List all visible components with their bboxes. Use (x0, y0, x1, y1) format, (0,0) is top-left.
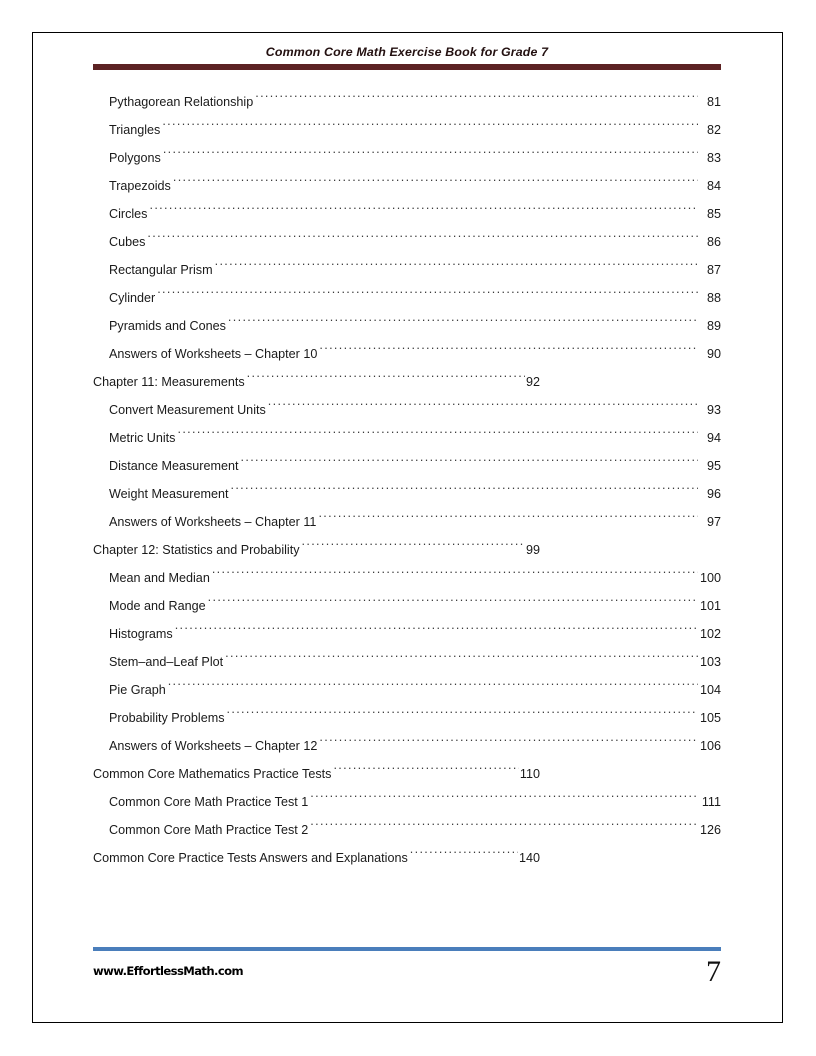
toc-entry-inner (109, 396, 721, 424)
toc-entry-page-number: 90 (706, 347, 721, 361)
toc-entry-label: Mean and Median (109, 571, 210, 585)
toc-entry-page-number: 86 (706, 235, 721, 249)
toc-entry-page-number: 95 (706, 459, 721, 473)
toc-entry-inner (109, 704, 721, 732)
toc-entry[interactable] (93, 228, 721, 256)
header-divider-rule (93, 64, 721, 70)
running-header (93, 45, 721, 59)
toc-dot-leader (177, 428, 698, 442)
toc-entry-page-number: 93 (706, 403, 721, 417)
toc-entry[interactable] (93, 844, 721, 872)
toc-dot-leader (228, 316, 698, 330)
toc-dot-leader (247, 372, 525, 386)
toc-entry[interactable] (93, 116, 721, 144)
toc-dot-leader (157, 288, 698, 302)
toc-dot-leader (173, 176, 698, 190)
book-title: Common Core Math Exercise Book for Grade 7 (265, 45, 549, 59)
toc-entry-label: Convert Measurement Units (109, 403, 266, 417)
toc-entry-inner (109, 284, 721, 312)
toc-entry-label: Common Core Mathematics Practice Tests (93, 767, 332, 781)
toc-dot-leader (318, 512, 698, 526)
toc-entry-inner (109, 452, 721, 480)
toc-dot-leader (162, 120, 698, 134)
toc-entry-inner (93, 760, 540, 788)
toc-entry-page-number: 82 (706, 123, 721, 137)
toc-entry[interactable] (93, 732, 721, 760)
toc-entry-inner (109, 144, 721, 172)
toc-dot-leader (149, 204, 698, 218)
footer-website: www.EffortlessMath.com (93, 964, 243, 978)
toc-entry-label: Distance Measurement (109, 459, 239, 473)
toc-entry-label: Answers of Worksheets – Chapter 10 (109, 347, 318, 361)
toc-dot-leader (212, 568, 698, 582)
toc-entry[interactable] (93, 508, 721, 536)
table-of-contents (93, 88, 721, 872)
toc-entry-inner (93, 368, 540, 396)
toc-entry-page-number: 87 (706, 263, 721, 277)
toc-entry-label: Probability Problems (109, 711, 225, 725)
toc-entry-page-number: 126 (699, 823, 721, 837)
toc-entry-inner (109, 816, 721, 844)
toc-entry-inner (109, 312, 721, 340)
toc-entry[interactable] (93, 88, 721, 116)
toc-entry-inner (93, 844, 540, 872)
toc-entry-page-number: 96 (706, 487, 721, 501)
toc-entry-page-number: 111 (701, 795, 721, 809)
toc-entry-label: Cubes (109, 235, 146, 249)
toc-entry[interactable] (93, 480, 721, 508)
toc-entry[interactable] (93, 704, 721, 732)
toc-entry-inner (109, 256, 721, 284)
toc-entry-label: Answers of Worksheets – Chapter 11 (109, 515, 317, 529)
toc-entry-label: Weight Measurement (109, 487, 229, 501)
toc-entry[interactable] (93, 620, 721, 648)
toc-entry-inner (93, 536, 540, 564)
toc-dot-leader (319, 344, 698, 358)
toc-dot-leader (147, 232, 698, 246)
toc-entry-page-number: 94 (706, 431, 721, 445)
toc-entry[interactable] (93, 144, 721, 172)
toc-dot-leader (163, 148, 698, 162)
toc-entry-inner (109, 788, 721, 816)
toc-dot-leader (241, 456, 699, 470)
toc-entry[interactable] (93, 760, 721, 788)
toc-entry-inner (109, 200, 721, 228)
toc-entry-label: Mode and Range (109, 599, 206, 613)
toc-entry-inner (109, 592, 721, 620)
toc-entry-page-number: 97 (706, 515, 721, 529)
toc-entry-inner (109, 88, 721, 116)
toc-entry-inner (109, 116, 721, 144)
toc-entry-page-number: 110 (519, 767, 540, 781)
toc-entry-inner (109, 424, 721, 452)
toc-entry-inner (109, 508, 721, 536)
toc-entry-page-number: 92 (525, 375, 540, 389)
toc-entry-label: Answers of Worksheets – Chapter 12 (109, 739, 318, 753)
footer-divider-rule (93, 947, 721, 951)
toc-entry-label: Metric Units (109, 431, 176, 445)
toc-entry[interactable] (93, 256, 721, 284)
toc-entry-label: Chapter 12: Statistics and Probability (93, 543, 300, 557)
toc-entry-page-number: 99 (525, 543, 540, 557)
toc-entry-page-number: 89 (706, 319, 721, 333)
toc-entry-page-number: 83 (706, 151, 721, 165)
toc-entry[interactable] (93, 284, 721, 312)
page-number: 7 (706, 955, 721, 988)
toc-entry[interactable] (93, 676, 721, 704)
toc-entry-inner (109, 480, 721, 508)
toc-entry-label: Cylinder (109, 291, 156, 305)
toc-entry-page-number: 85 (706, 207, 721, 221)
toc-entry-label: Pythagorean Relationship (109, 95, 254, 109)
toc-entry-inner (109, 732, 721, 760)
toc-entry[interactable] (93, 788, 721, 816)
toc-entry-inner (109, 228, 721, 256)
toc-entry-label: Polygons (109, 151, 161, 165)
toc-entry-label: Pyramids and Cones (109, 319, 226, 333)
toc-entry[interactable] (93, 396, 721, 424)
toc-entry-page-number: 101 (699, 599, 721, 613)
toc-entry-inner (109, 564, 721, 592)
toc-entry[interactable] (93, 816, 721, 844)
toc-entry-page-number: 105 (699, 711, 721, 725)
toc-entry-label: Stem–and–Leaf Plot (109, 655, 224, 669)
toc-dot-leader (333, 764, 518, 778)
toc-entry[interactable] (93, 536, 721, 564)
toc-entry-page-number: 100 (699, 571, 721, 585)
toc-entry[interactable] (93, 368, 721, 396)
toc-entry-page-number: 84 (706, 179, 721, 193)
toc-entry[interactable] (93, 172, 721, 200)
toc-entry-page-number: 81 (706, 95, 721, 109)
toc-entry-label: Histograms (109, 627, 173, 641)
toc-dot-leader (319, 736, 698, 750)
toc-entry-page-number: 103 (699, 655, 721, 669)
toc-entry-inner (109, 648, 721, 676)
toc-dot-leader (230, 484, 698, 498)
toc-entry-label: Chapter 11: Measurements (93, 375, 245, 389)
toc-entry-label: Pie Graph (109, 683, 166, 697)
toc-entry[interactable] (93, 452, 721, 480)
toc-dot-leader (215, 260, 698, 274)
toc-dot-leader (410, 848, 518, 862)
toc-entry[interactable] (93, 200, 721, 228)
toc-entry-label: Rectangular Prism (109, 263, 213, 277)
toc-entry-page-number: 88 (706, 291, 721, 305)
toc-dot-leader (168, 680, 698, 694)
toc-entry-page-number: 102 (699, 627, 721, 641)
toc-entry[interactable] (93, 648, 721, 676)
toc-entry-page-number: 140 (518, 851, 540, 865)
toc-entry-label: Triangles (109, 123, 161, 137)
toc-dot-leader (227, 708, 699, 722)
toc-entry-label: Common Core Math Practice Test 2 (109, 823, 309, 837)
toc-dot-leader (255, 92, 698, 106)
toc-entry-inner (109, 340, 721, 368)
toc-entry-page-number: 104 (699, 683, 721, 697)
toc-entry-label: Trapezoids (109, 179, 171, 193)
toc-entry[interactable] (93, 312, 721, 340)
toc-entry-inner (109, 676, 721, 704)
toc-dot-leader (310, 820, 698, 834)
toc-dot-leader (310, 792, 698, 806)
toc-dot-leader (208, 596, 698, 610)
toc-entry-inner (109, 172, 721, 200)
toc-entry-label: Common Core Practice Tests Answers and Explanations (93, 851, 408, 865)
toc-dot-leader (225, 652, 698, 666)
toc-entry[interactable] (93, 340, 721, 368)
toc-entry-label: Common Core Math Practice Test 1 (109, 795, 309, 809)
toc-dot-leader (268, 400, 698, 414)
toc-dot-leader (302, 540, 525, 554)
toc-dot-leader (175, 624, 698, 638)
toc-entry[interactable] (93, 564, 721, 592)
toc-entry[interactable] (93, 424, 721, 452)
toc-entry-inner (109, 620, 721, 648)
toc-entry[interactable] (93, 592, 721, 620)
toc-entry-label: Circles (109, 207, 148, 221)
toc-entry-page-number: 106 (699, 739, 721, 753)
